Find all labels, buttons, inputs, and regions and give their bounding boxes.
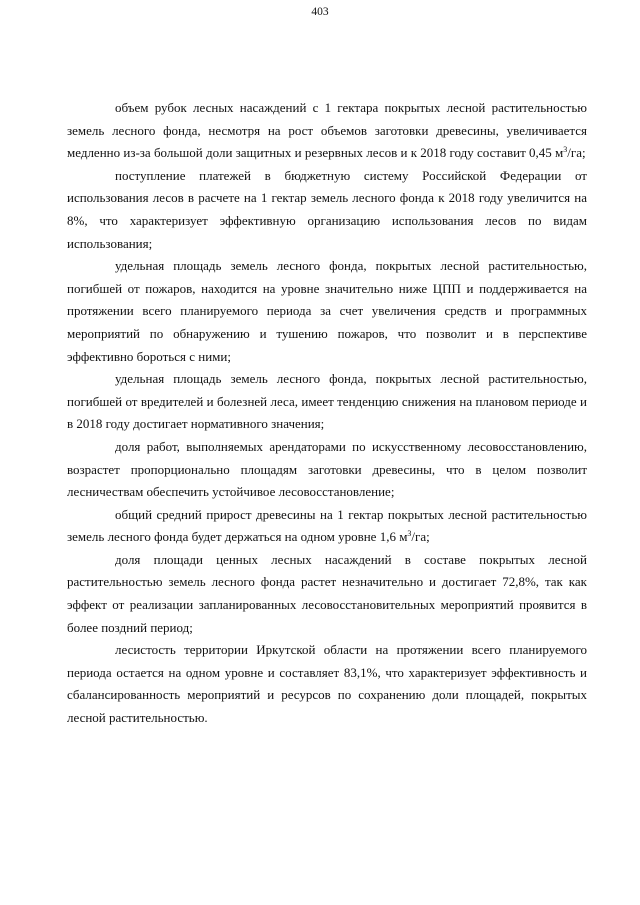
paragraph-text: объем рубок лесных насаждений с 1 гектара покрытых лесной растительностью земель лесного фонда, несмотря на рост объемов заготовки древесины, увеличивается медленно из-за большой доли защитных и резервных лесов и к 2018 году составит 0,45 м xyxy=(67,100,587,161)
superscript: 3 xyxy=(407,529,412,539)
paragraph-fire-loss: удельная площадь земель лесного фонда, покрытых лесной растительностью, погибшей от пожаров, находится на уровне значительно ниже ЦПП и поддерживается на протяжении всего планируемого периода за счет увеличения средств и программных мероприятий по обнаружению и тушению пожаров, что позволит и в перспективе эффективно бороться с ними; xyxy=(67,258,587,364)
page-number: 403 xyxy=(311,6,329,18)
superscript: 3 xyxy=(563,145,568,155)
paragraph-text: общий средний прирост древесины на 1 гектар покрытых лесной растительностью земель лесного фонда будет держаться на одном уровне 1,6 м xyxy=(67,506,587,545)
document-body xyxy=(67,97,587,730)
paragraph-budget-payments: поступление платежей в бюджетную систему Российской Федерации от использования лесов в расчете на 1 гектар земель лесного фонда к 2018 году увеличится на 8%, что характеризует эффективную организацию использования лесов по видам использования; xyxy=(67,167,587,251)
paragraph-tail: /га; xyxy=(567,145,586,161)
paragraph-wood-growth xyxy=(67,504,587,549)
paragraph-pest-loss: удельная площадь земель лесного фонда, покрытых лесной растительностью, погибшей от вредителей и болезней леса, имеет тенденцию снижения на плановом периоде и в 2018 году достигает нормативного значения; xyxy=(67,371,587,432)
paragraph-valuable-stands: доля площади ценных лесных насаждений в составе покрытых лесной растительностью земель лесного фонда растет незначительно и достигает 72,8%, так как эффект от реализации запланированных лесовосстановительных мероприятий проявится в более поздний период; xyxy=(67,551,587,635)
paragraph-tail: /га; xyxy=(411,529,430,545)
paragraph-logging-volume xyxy=(67,97,587,165)
paragraph-forest-cover: лесистость территории Иркутской области на протяжении всего планируемого периода остается на одном уровне и составляет 83,1%, что характеризует эффективность и сбалансированность мероприятий и ресурсов по сохранению доли площадей, покрытых лесной растительностью. xyxy=(67,642,587,726)
paragraph-reforestation-share: доля работ, выполняемых арендаторами по искусственному лесовосстановлению, возрастет пропорционально площадям заготовки древесины, что в целом позволит лесничествам обеспечить устойчивое лесовосстановление; xyxy=(67,438,587,500)
